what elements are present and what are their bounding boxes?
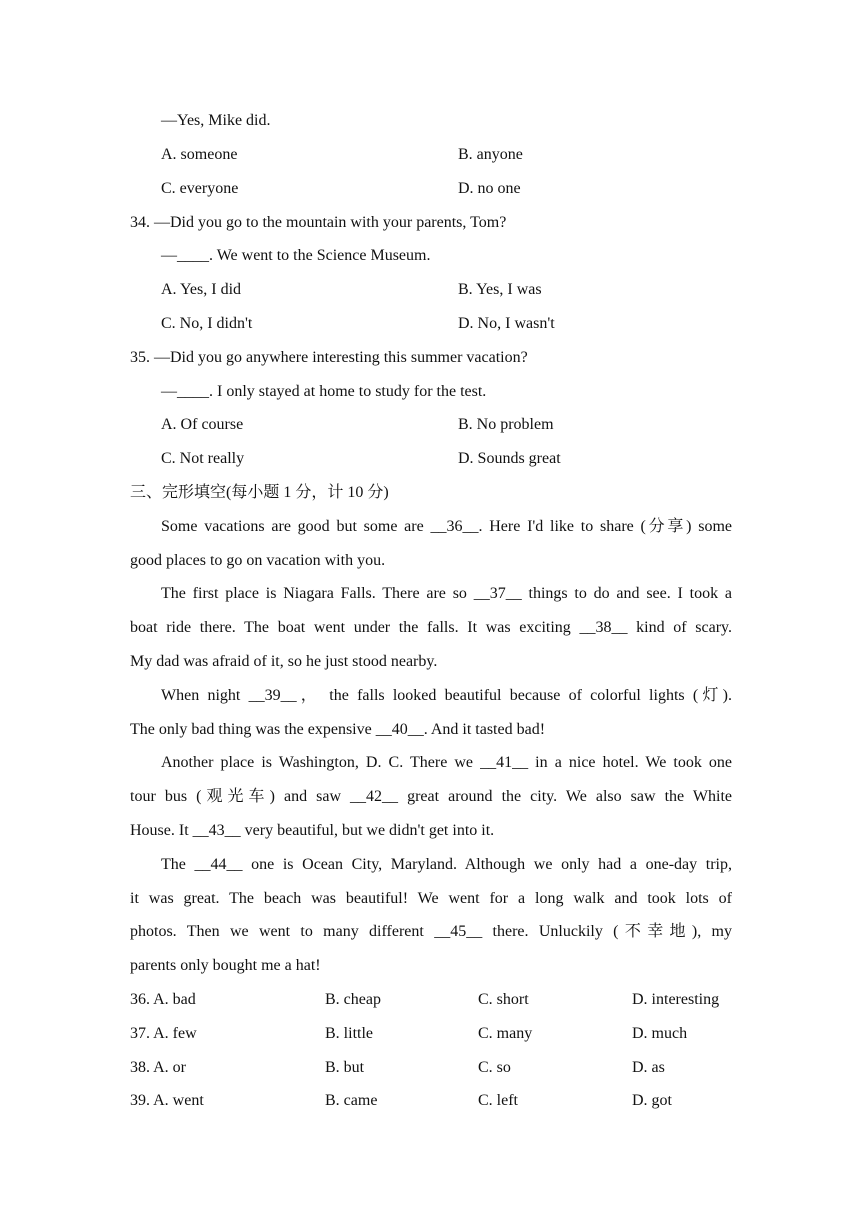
q36-option-c: C. short xyxy=(478,991,529,1008)
passage-line: House. It __43__ very beautiful, but we didn't get into it. xyxy=(130,822,495,839)
q37-option-b: B. little xyxy=(325,1025,373,1042)
passage-line: parents only bought me a hat! xyxy=(130,957,321,974)
q36-option-b: B. cheap xyxy=(325,991,381,1008)
q36-option-a: 36. A. bad xyxy=(130,991,196,1008)
q33-answer: —Yes, Mike did. xyxy=(161,112,271,129)
passage-line: tour bus (观光车) and saw __42__ great around the city. We also saw the White xyxy=(130,788,732,805)
q35-option-a: A. Of course xyxy=(161,416,244,433)
q33-option-d: D. no one xyxy=(458,180,521,197)
passage-line: boat ride there. The boat went under the falls. It was exciting __38__ kind of scary. xyxy=(130,619,732,636)
q33-option-b: B. anyone xyxy=(458,146,523,163)
q35-answer: —____. I only stayed at home to study for the test. xyxy=(161,383,487,400)
q34-question: 34. —Did you go to the mountain with your parents, Tom? xyxy=(130,214,507,231)
q37-option-a: 37. A. few xyxy=(130,1025,197,1042)
q34-option-a: A. Yes, I did xyxy=(161,281,242,298)
passage-line: When night __39__， the falls looked beautiful because of colorful lights (灯). xyxy=(161,687,732,704)
q35-option-c: C. Not really xyxy=(161,450,245,467)
q34-option-c: C. No, I didn't xyxy=(161,315,253,332)
passage-line: My dad was afraid of it, so he just stood nearby. xyxy=(130,653,438,670)
q37-option-c: C. many xyxy=(478,1025,533,1042)
q38-option-b: B. but xyxy=(325,1059,365,1076)
passage-line: The only bad thing was the expensive __40__. And it tasted bad! xyxy=(130,721,546,738)
q34-option-b: B. Yes, I was xyxy=(458,281,542,298)
q39-option-b: B. came xyxy=(325,1092,378,1109)
q38-option-d: D. as xyxy=(632,1059,665,1076)
section-heading: 三、完形填空(每小题 1 分，计 10 分) xyxy=(130,484,389,501)
passage-line: The __44__ one is Ocean City, Maryland. Although we only had a one‑day trip, xyxy=(161,856,732,873)
passage-line: photos. Then we went to many different __45__ there. Unluckily (不幸地), my xyxy=(130,923,732,940)
q38-option-a: 38. A. or xyxy=(130,1059,186,1076)
q35-option-d: D. Sounds great xyxy=(458,450,561,467)
q39-option-a: 39. A. went xyxy=(130,1092,204,1109)
passage-line: Another place is Washington, D. C. There we __41__ in a nice hotel. We took one xyxy=(161,754,732,771)
passage-line: The first place is Niagara Falls. There are so __37__ things to do and see. I took a xyxy=(161,585,732,602)
q35-question: 35. —Did you go anywhere interesting this summer vacation? xyxy=(130,349,528,366)
passage-line: Some vacations are good but some are __36__. Here I'd like to share (分享) some xyxy=(161,518,732,535)
passage-line: it was great. The beach was beautiful! We went for a long walk and took lots of xyxy=(130,890,732,907)
q39-option-d: D. got xyxy=(632,1092,672,1109)
q33-option-a: A. someone xyxy=(161,146,238,163)
q34-answer: —____. We went to the Science Museum. xyxy=(161,247,431,264)
passage-line: good places to go on vacation with you. xyxy=(130,552,386,569)
q38-option-c: C. so xyxy=(478,1059,511,1076)
q34-option-d: D. No, I wasn't xyxy=(458,315,555,332)
q33-option-c: C. everyone xyxy=(161,180,239,197)
q37-option-d: D. much xyxy=(632,1025,688,1042)
q39-option-c: C. left xyxy=(478,1092,518,1109)
q36-option-d: D. interesting xyxy=(632,991,720,1008)
q35-option-b: B. No problem xyxy=(458,416,554,433)
